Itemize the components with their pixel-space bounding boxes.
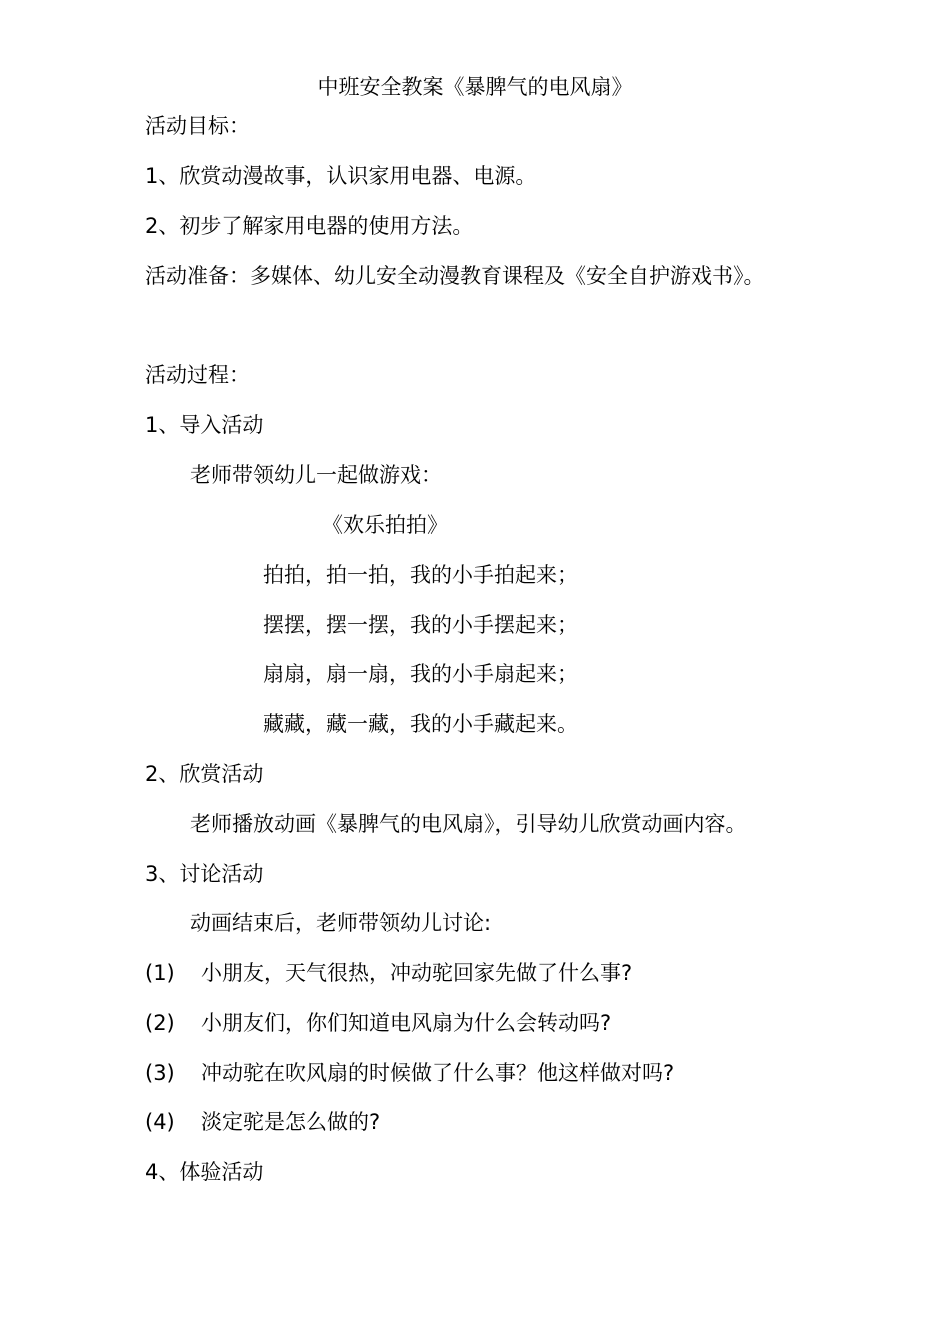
song-line-1: 拍拍，拍一拍，我的小手拍起来； xyxy=(263,563,578,587)
question-number-3: (3) xyxy=(145,1061,175,1085)
question-text-4: 淡定驼是怎么做的? xyxy=(201,1110,381,1134)
song-line-4: 藏藏，藏一藏，我的小手藏起来。 xyxy=(263,712,578,736)
step3-heading: 3、讨论活动 xyxy=(145,862,264,886)
step2-heading: 2、欣赏活动 xyxy=(145,762,264,786)
step2-text: 老师播放动画《暴脾气的电风扇》，引导幼儿欣赏动画内容。 xyxy=(190,812,747,836)
question-text-2: 小朋友们，你们知道电风扇为什么会转动吗? xyxy=(201,1011,612,1035)
question-number-4: (4) xyxy=(145,1110,175,1134)
step4-heading: 4、体验活动 xyxy=(145,1160,264,1184)
question-text-1: 小朋友，天气很热，冲动驼回家先做了什么事? xyxy=(201,961,633,985)
song-line-2: 摆摆，摆一摆，我的小手摆起来； xyxy=(263,613,578,637)
step3-intro: 动画结束后，老师带领幼儿讨论: xyxy=(190,911,492,935)
preparation-text: 活动准备：多媒体、幼儿安全动漫教育课程及《安全自护游戏书》。 xyxy=(145,264,765,288)
goals-heading: 活动目标： xyxy=(145,114,250,138)
goal-item-1: 1、欣赏动漫故事，认识家用电器、电源。 xyxy=(145,164,537,188)
step1-intro: 老师带领幼儿一起做游戏： xyxy=(190,463,442,487)
goal-item-2: 2、初步了解家用电器的使用方法。 xyxy=(145,214,474,238)
process-heading: 活动过程： xyxy=(145,363,250,387)
question-text-3: 冲动驼在吹风扇的时候做了什么事？他这样做对吗? xyxy=(201,1061,675,1085)
song-title: 《欢乐拍拍》 xyxy=(322,513,448,537)
question-number-2: (2) xyxy=(145,1011,175,1035)
document-title: 中班安全教案《暴脾气的电风扇》 xyxy=(317,75,633,99)
question-number-1: (1) xyxy=(145,961,175,985)
song-line-3: 扇扇，扇一扇，我的小手扇起来； xyxy=(263,662,578,686)
step1-heading: 1、导入活动 xyxy=(145,413,264,437)
